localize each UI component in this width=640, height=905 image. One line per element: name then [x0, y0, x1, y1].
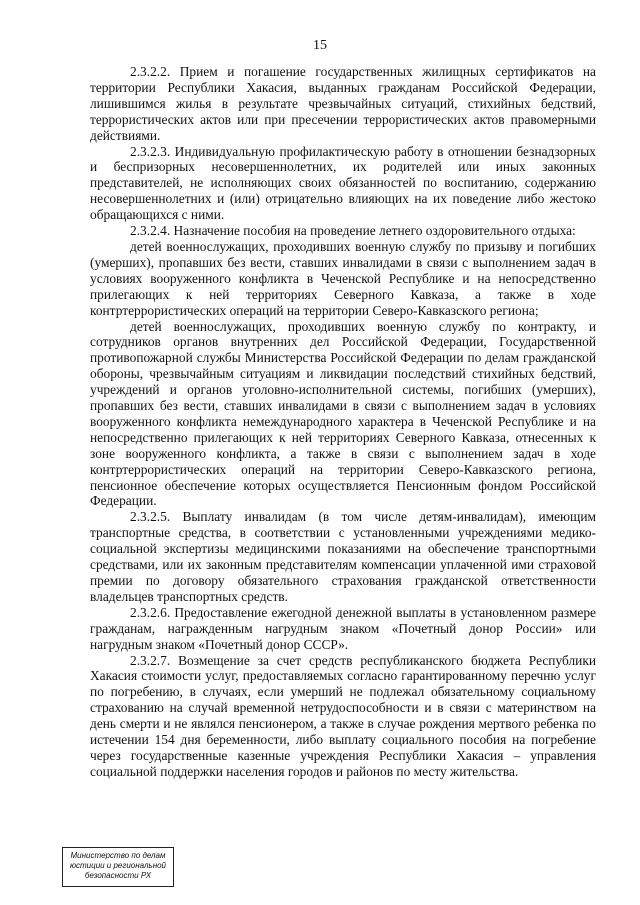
paragraph-2-3-2-4: 2.3.2.4. Назначение пособия на проведение летнего оздоровительного отдыха:: [130, 223, 576, 239]
page-number: 15: [313, 38, 327, 53]
paragraph-2-3-2-7: 2.3.2.7. Возмещение за счет средств республиканского бюджета Республики Хакасия стоимости услуг, предоставляемых согласно гарантированному перечню услуг по погребению, в случаях, если умерший не подлежал обязательному социальному страхованию на случай временной нетрудоспособности и в связи с материнством на день смерти и не являлся пенсионером, а также в случае рождения мертвого ребенка по истечении 154 дня беременности, либо выплату социального пособия на погребение через государственные казенные учреждения Республики Хакасия – управления социальной поддержки населения городов и районов по месту жительства.: [90, 652, 596, 779]
stamp-line: юстиции и региональной: [69, 861, 167, 870]
paragraph-2-3-2-5: 2.3.2.5. Выплату инвалидам (в том числе детям-инвалидам), имеющим транспортные средства, в соответствии с установленными учреждениями медико-социальной экспертизы медицинскими показаниями на обеспечение транспортными средствами, или их законным представителям компенсации уплаченной ими страховой премии по договору обязательного страхования гражданской ответственности владельцев транспортных средств.: [90, 509, 596, 604]
paragraph-2-3-2-2: 2.3.2.2. Прием и погашение государственных жилищных сертификатов на территории Республики Хакасия, выданных гражданам Российской Федерации, лишившимся жилья в результате чрезвычайных ситуаций, стихийных бедствий, террористических актов или при пресечении террористических актов правомерными действиями.: [90, 64, 596, 143]
paragraph-2-3-2-3: 2.3.2.3. Индивидуальную профилактическую работу в отношении безнадзорных и беспризорных несовершеннолетних, их родителей или иных законных представителей, не исполняющих своих обязанностей по воспитанию, содержанию несовершеннолетних и (или) отрицательно влияющих на их поведение либо жестоко обращающихся с ними.: [90, 143, 596, 223]
paragraph-list-item-1: детей военнослужащих, проходивших военную службу по призыву и погибших (умерших), пропавших без вести, ставших инвалидами в связи с выполнением задач в условиях вооруженного конфликта в Чеченской Республике и на непосредственно прилегающих к ней территориях Северного Кавказа, а также в ходе контртеррористических операций на территории Северо-Кавказского региона;: [90, 238, 596, 318]
paragraph-list-item-2: детей военнослужащих, проходивших военную службу по контракту, и сотрудников органов внутренних дел Российской Федерации, Государственной противопожарной службы Министерства Российской Федерации по делам гражданской обороны, чрезвычайным ситуациям и ликвидации последствий стихийных бедствий, учреждений и органов уголовно-исполнительной системы, погибших (умерших), пропавших без вести, ставших инвалидами в связи с выполнением задач в условиях вооруженного конфликта немеждународного характера в Чеченской Республике и на непосредственно прилегающих к ней территориях Северного Кавказа, отнесенных к зоне вооруженного конфликта, а также в связи с выполнением задач в ходе контртеррористических операций на территории Северо-Кавказского региона, пенсионное обеспечение которых осуществляется Пенсионным фондом Российской Федерации.: [90, 318, 596, 509]
document-body: [90, 64, 596, 780]
stamp-line: безопасности РХ: [84, 871, 152, 880]
paragraph-2-3-2-6: 2.3.2.6. Предоставление ежегодной денежной выплаты в установленном размере гражданам, награжденным нагрудным знаком «Почетный донор России» или нагрудным знаком «Почетный донор СССР».: [90, 604, 596, 652]
ministry-stamp: [62, 847, 174, 887]
stamp-line: Министерство по делам: [70, 851, 166, 860]
